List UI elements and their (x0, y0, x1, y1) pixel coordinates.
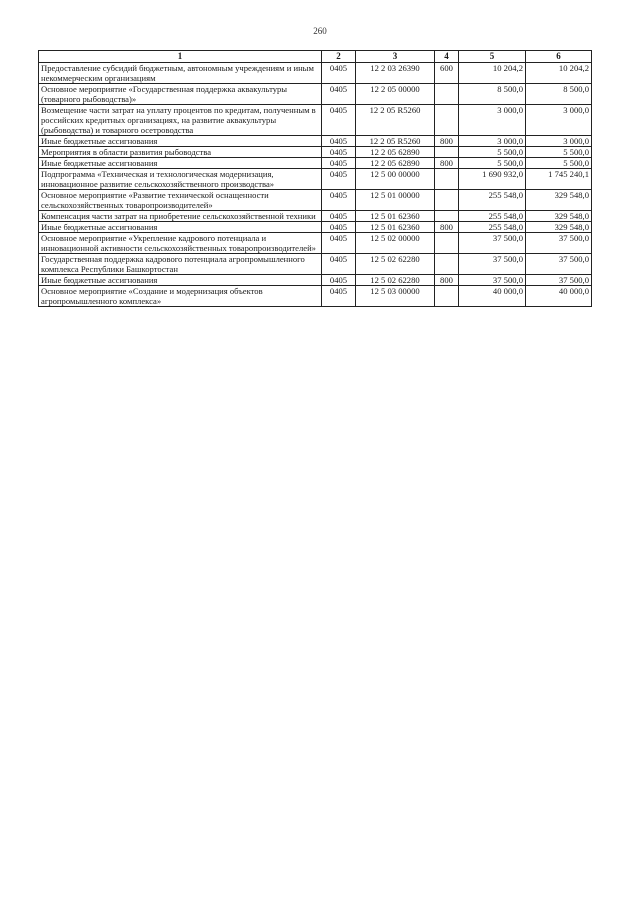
row-expense-type (435, 84, 459, 105)
row-name: Основное мероприятие «Укрепление кадрового потенциала и инновационной активности сельскохозяйственных товаропроизводителей» (39, 233, 322, 254)
row-section-code: 0405 (322, 169, 356, 190)
table-row (39, 63, 592, 84)
row-amount-1: 10 204,2 (459, 63, 526, 84)
row-name: Компенсация части затрат на приобретение сельскохозяйственной техники (39, 211, 322, 222)
header-row (39, 51, 592, 63)
row-name: Иные бюджетные ассигнования (39, 222, 322, 233)
row-target-code: 12 5 02 00000 (356, 233, 435, 254)
budget-table (38, 50, 592, 307)
row-amount-2: 40 000,0 (526, 286, 592, 307)
column-header-3: 3 (356, 51, 435, 63)
row-name: Предоставление субсидий бюджетным, автономным учреждениям и иным некоммерческим организациям (39, 63, 322, 84)
row-name: Мероприятия в области развития рыбоводства (39, 147, 322, 158)
row-amount-2: 37 500,0 (526, 254, 592, 275)
page-number: 260 (313, 26, 327, 36)
table-row (39, 136, 592, 147)
row-section-code: 0405 (322, 211, 356, 222)
row-amount-1: 37 500,0 (459, 275, 526, 286)
row-amount-1: 255 548,0 (459, 190, 526, 211)
row-target-code: 12 5 01 00000 (356, 190, 435, 211)
row-amount-1: 37 500,0 (459, 254, 526, 275)
row-target-code: 12 2 05 R5260 (356, 136, 435, 147)
row-amount-2: 5 500,0 (526, 147, 592, 158)
row-amount-2: 5 500,0 (526, 158, 592, 169)
row-amount-2: 329 548,0 (526, 222, 592, 233)
row-amount-1: 37 500,0 (459, 233, 526, 254)
row-section-code: 0405 (322, 136, 356, 147)
row-expense-type (435, 233, 459, 254)
table-row (39, 211, 592, 222)
row-amount-1: 1 690 932,0 (459, 169, 526, 190)
row-section-code: 0405 (322, 222, 356, 233)
row-section-code: 0405 (322, 233, 356, 254)
column-header-1: 1 (39, 51, 322, 63)
table-row (39, 169, 592, 190)
row-amount-1: 255 548,0 (459, 222, 526, 233)
row-section-code: 0405 (322, 190, 356, 211)
row-name: Подпрограмма «Техническая и технологическая модернизация, инновационное развитие сельскохозяйственного производства» (39, 169, 322, 190)
row-name: Иные бюджетные ассигнования (39, 275, 322, 286)
table-row (39, 147, 592, 158)
row-amount-2: 10 204,2 (526, 63, 592, 84)
row-target-code: 12 2 05 R5260 (356, 105, 435, 136)
row-amount-1: 3 000,0 (459, 136, 526, 147)
row-section-code: 0405 (322, 275, 356, 286)
row-amount-2: 329 548,0 (526, 190, 592, 211)
row-expense-type: 800 (435, 158, 459, 169)
row-amount-1: 255 548,0 (459, 211, 526, 222)
table-row (39, 233, 592, 254)
row-target-code: 12 2 05 62890 (356, 147, 435, 158)
row-amount-1: 8 500,0 (459, 84, 526, 105)
row-section-code: 0405 (322, 254, 356, 275)
row-name: Основное мероприятие «Создание и модернизация объектов агропромышленного комплекса» (39, 286, 322, 307)
table-body (39, 63, 592, 307)
table-row (39, 222, 592, 233)
row-section-code: 0405 (322, 63, 356, 84)
row-name: Иные бюджетные ассигнования (39, 136, 322, 147)
row-name: Основное мероприятие «Развитие технической оснащенности сельскохозяйственных товаропроизводителей» (39, 190, 322, 211)
row-amount-2: 329 548,0 (526, 211, 592, 222)
row-amount-2: 37 500,0 (526, 275, 592, 286)
row-target-code: 12 2 05 62890 (356, 158, 435, 169)
row-expense-type (435, 147, 459, 158)
row-expense-type: 800 (435, 136, 459, 147)
row-amount-2: 3 000,0 (526, 136, 592, 147)
row-amount-1: 40 000,0 (459, 286, 526, 307)
row-target-code: 12 2 03 26390 (356, 63, 435, 84)
row-name: Государственная поддержка кадрового потенциала агропромышленного комплекса Республики Башкортостан (39, 254, 322, 275)
row-expense-type: 600 (435, 63, 459, 84)
row-expense-type: 800 (435, 222, 459, 233)
row-expense-type (435, 105, 459, 136)
row-amount-1: 3 000,0 (459, 105, 526, 136)
row-target-code: 12 5 02 62280 (356, 254, 435, 275)
table-row (39, 190, 592, 211)
row-section-code: 0405 (322, 286, 356, 307)
row-expense-type (435, 286, 459, 307)
row-section-code: 0405 (322, 105, 356, 136)
row-target-code: 12 5 01 62360 (356, 211, 435, 222)
row-section-code: 0405 (322, 147, 356, 158)
table-row (39, 105, 592, 136)
row-name: Возмещение части затрат на уплату процентов по кредитам, полученным в российских кредитных организациях, на развитие аквакультуры (рыбоводства) и товарного осетроводства (39, 105, 322, 136)
row-target-code: 12 5 01 62360 (356, 222, 435, 233)
row-expense-type (435, 254, 459, 275)
row-amount-2: 8 500,0 (526, 84, 592, 105)
row-expense-type (435, 211, 459, 222)
row-section-code: 0405 (322, 158, 356, 169)
table-row (39, 286, 592, 307)
row-expense-type: 800 (435, 275, 459, 286)
row-name: Основное мероприятие «Государственная поддержка аквакультуры (товарного рыбоводства)» (39, 84, 322, 105)
row-expense-type (435, 169, 459, 190)
row-target-code: 12 5 03 00000 (356, 286, 435, 307)
column-header-4: 4 (435, 51, 459, 63)
table-row (39, 158, 592, 169)
table-row (39, 84, 592, 105)
row-amount-1: 5 500,0 (459, 158, 526, 169)
row-expense-type (435, 190, 459, 211)
row-amount-2: 1 745 240,1 (526, 169, 592, 190)
row-target-code: 12 5 00 00000 (356, 169, 435, 190)
column-header-2: 2 (322, 51, 356, 63)
row-section-code: 0405 (322, 84, 356, 105)
row-target-code: 12 5 02 62280 (356, 275, 435, 286)
row-amount-2: 37 500,0 (526, 233, 592, 254)
row-target-code: 12 2 05 00000 (356, 84, 435, 105)
table-row (39, 275, 592, 286)
column-header-5: 5 (459, 51, 526, 63)
table-row (39, 254, 592, 275)
row-amount-2: 3 000,0 (526, 105, 592, 136)
row-amount-1: 5 500,0 (459, 147, 526, 158)
column-header-6: 6 (526, 51, 592, 63)
row-name: Иные бюджетные ассигнования (39, 158, 322, 169)
